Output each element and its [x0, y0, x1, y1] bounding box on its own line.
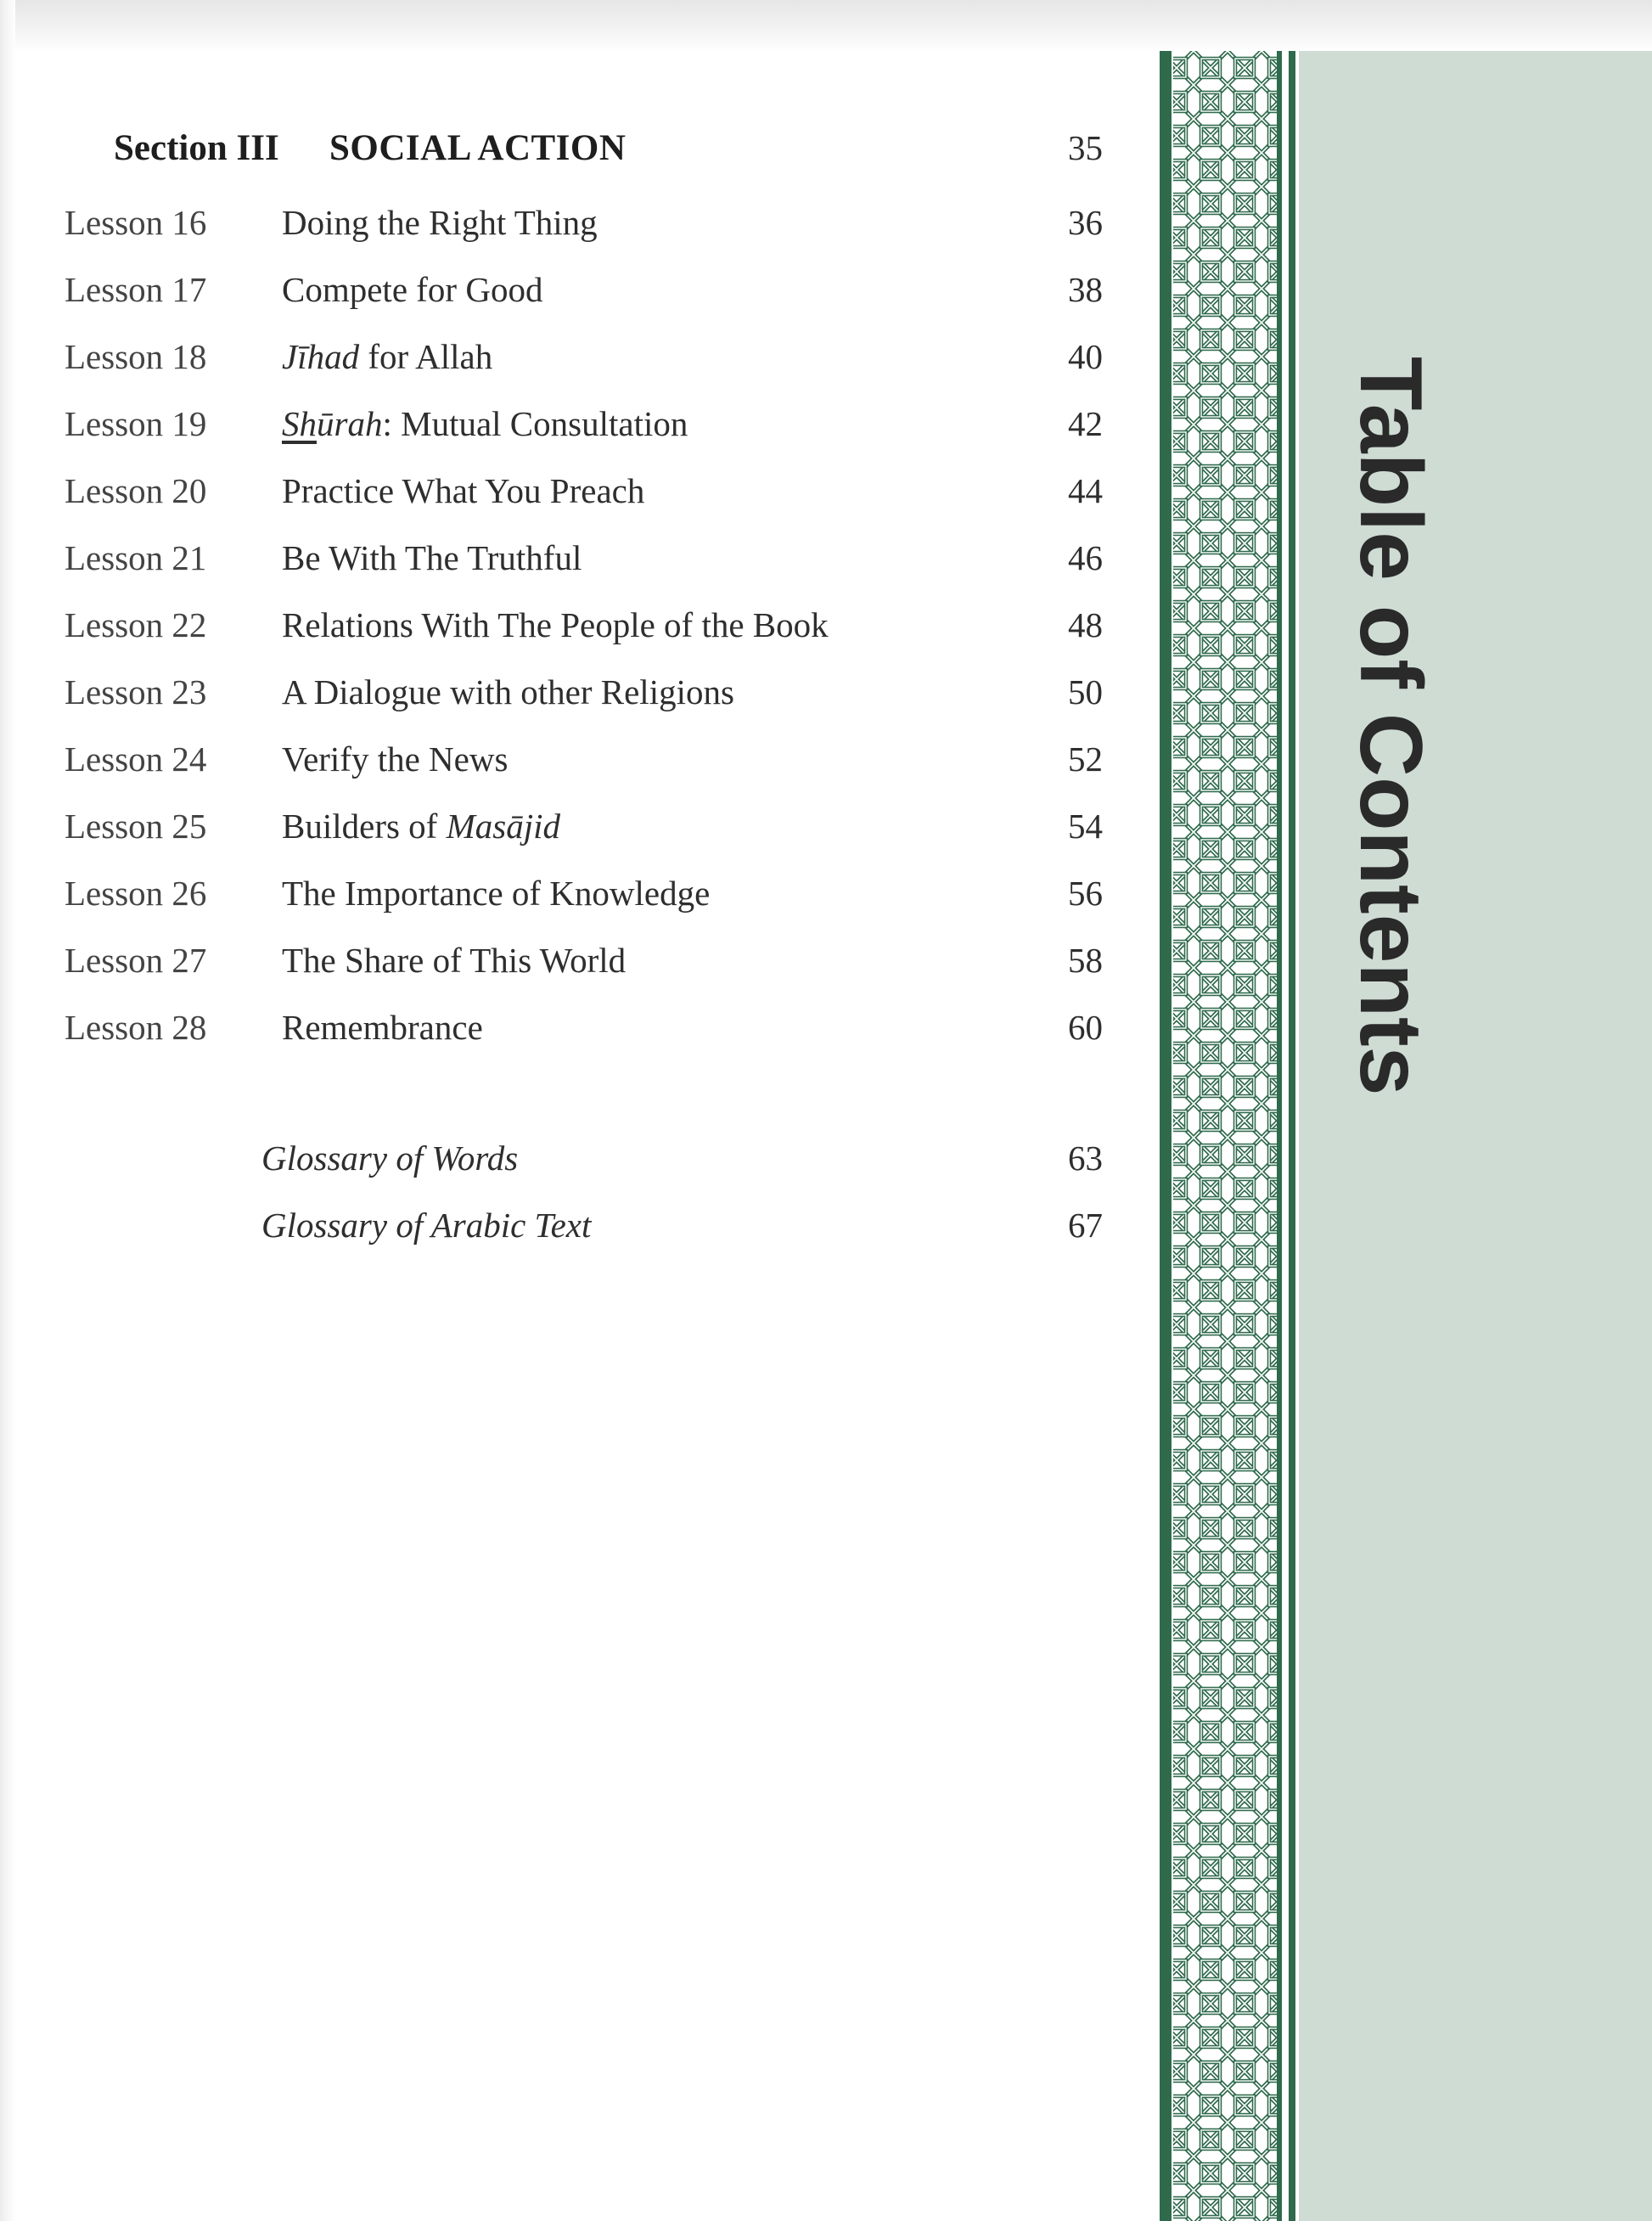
lesson-title-segment: Practice What You Preach: [282, 471, 645, 510]
lesson-title-segment: Builders of: [282, 807, 447, 846]
lesson-title: [282, 1007, 483, 1048]
lesson-row: [0, 940, 1155, 999]
lesson-page-number: 40: [1068, 337, 1103, 376]
lesson-number: Lesson 28: [65, 1008, 207, 1047]
lesson-title-segment: Compete for Good: [282, 270, 543, 309]
lesson-title-segment: Relations With The People of the Book: [282, 605, 829, 644]
lesson-title: [282, 336, 492, 377]
lesson-title: [282, 403, 688, 444]
lesson-page-number: 48: [1068, 605, 1103, 644]
lesson-page-number: 44: [1068, 471, 1103, 510]
glossary-page-number: 67: [1068, 1206, 1103, 1245]
lesson-title: [282, 202, 598, 243]
lesson-number: Lesson 21: [65, 538, 207, 577]
lesson-row: [0, 269, 1155, 329]
lesson-title-segment: Remembrance: [282, 1008, 483, 1047]
section-page-number: 35: [1068, 128, 1103, 167]
side-title: Table of Contents: [1341, 357, 1440, 1096]
lesson-number: Lesson 18: [65, 337, 207, 376]
lesson-number: Lesson 22: [65, 605, 207, 644]
lesson-page-number: 50: [1068, 672, 1103, 711]
lesson-title-segment: Jīhad: [282, 337, 360, 376]
lesson-number: Lesson 24: [65, 739, 207, 779]
lesson-title-segment: The Importance of Knowledge: [282, 874, 711, 913]
lesson-title: [282, 269, 542, 310]
lesson-title: [282, 672, 734, 712]
lesson-row: [0, 202, 1155, 261]
lesson-title-segment: Be With The Truthful: [282, 538, 582, 577]
lesson-title-segment: The Share of This World: [282, 941, 627, 980]
lesson-title-segment: Doing the Right Thing: [282, 203, 598, 242]
lesson-number: Lesson 16: [65, 203, 207, 242]
lesson-row: [0, 806, 1155, 865]
lesson-page-number: 38: [1068, 270, 1103, 309]
lesson-title: [282, 940, 626, 981]
lesson-title: [282, 470, 644, 511]
lesson-title: [282, 604, 829, 645]
lesson-title-segment: for Allah: [359, 337, 493, 376]
lesson-title-segment: A Dialogue with other Religions: [282, 672, 734, 711]
glossary-row: [0, 1138, 1155, 1197]
lesson-row: [0, 873, 1155, 932]
lesson-title-segment: Verify the News: [282, 739, 509, 779]
lesson-number: Lesson 23: [65, 672, 207, 711]
section-label: Section III: [114, 128, 279, 168]
lesson-title: [282, 806, 560, 846]
lesson-title-segment: ūrah: [317, 404, 383, 443]
lesson-number: Lesson 20: [65, 471, 207, 510]
lesson-row: [0, 604, 1155, 664]
lesson-row: [0, 739, 1155, 798]
glossary-title: Glossary of Words: [261, 1139, 519, 1178]
lesson-title: [282, 537, 582, 578]
lesson-row: [0, 336, 1155, 396]
glossary-title: Glossary of Arabic Text: [261, 1206, 592, 1245]
lesson-number: Lesson 25: [65, 807, 207, 846]
lesson-row: [0, 470, 1155, 530]
glossary-row: [0, 1205, 1155, 1264]
lesson-page-number: 52: [1068, 739, 1103, 779]
lesson-title: [282, 873, 710, 914]
lesson-page-number: 54: [1068, 807, 1103, 846]
lesson-title-segment: Sh: [282, 404, 317, 443]
lesson-number: Lesson 26: [65, 874, 207, 913]
lesson-title-segment: Masājid: [446, 807, 560, 846]
lesson-page-number: 58: [1068, 941, 1103, 980]
lesson-number: Lesson 19: [65, 404, 207, 443]
lesson-row: [0, 672, 1155, 731]
section-title: SOCIAL ACTION: [329, 128, 627, 168]
lesson-row: [0, 1007, 1155, 1066]
lesson-title: [282, 739, 508, 779]
lesson-number: Lesson 27: [65, 941, 207, 980]
lesson-row: [0, 403, 1155, 463]
lesson-row: [0, 537, 1155, 597]
lesson-title-segment: : Mutual Consultation: [382, 404, 688, 443]
lesson-page-number: 42: [1068, 404, 1103, 443]
islamic-knot-border-icon: [1160, 51, 1295, 2221]
lesson-page-number: 46: [1068, 538, 1103, 577]
lesson-page-number: 60: [1068, 1008, 1103, 1047]
lesson-page-number: 56: [1068, 874, 1103, 913]
glossary-page-number: 63: [1068, 1139, 1103, 1178]
lesson-page-number: 36: [1068, 203, 1103, 242]
lesson-number: Lesson 17: [65, 270, 207, 309]
